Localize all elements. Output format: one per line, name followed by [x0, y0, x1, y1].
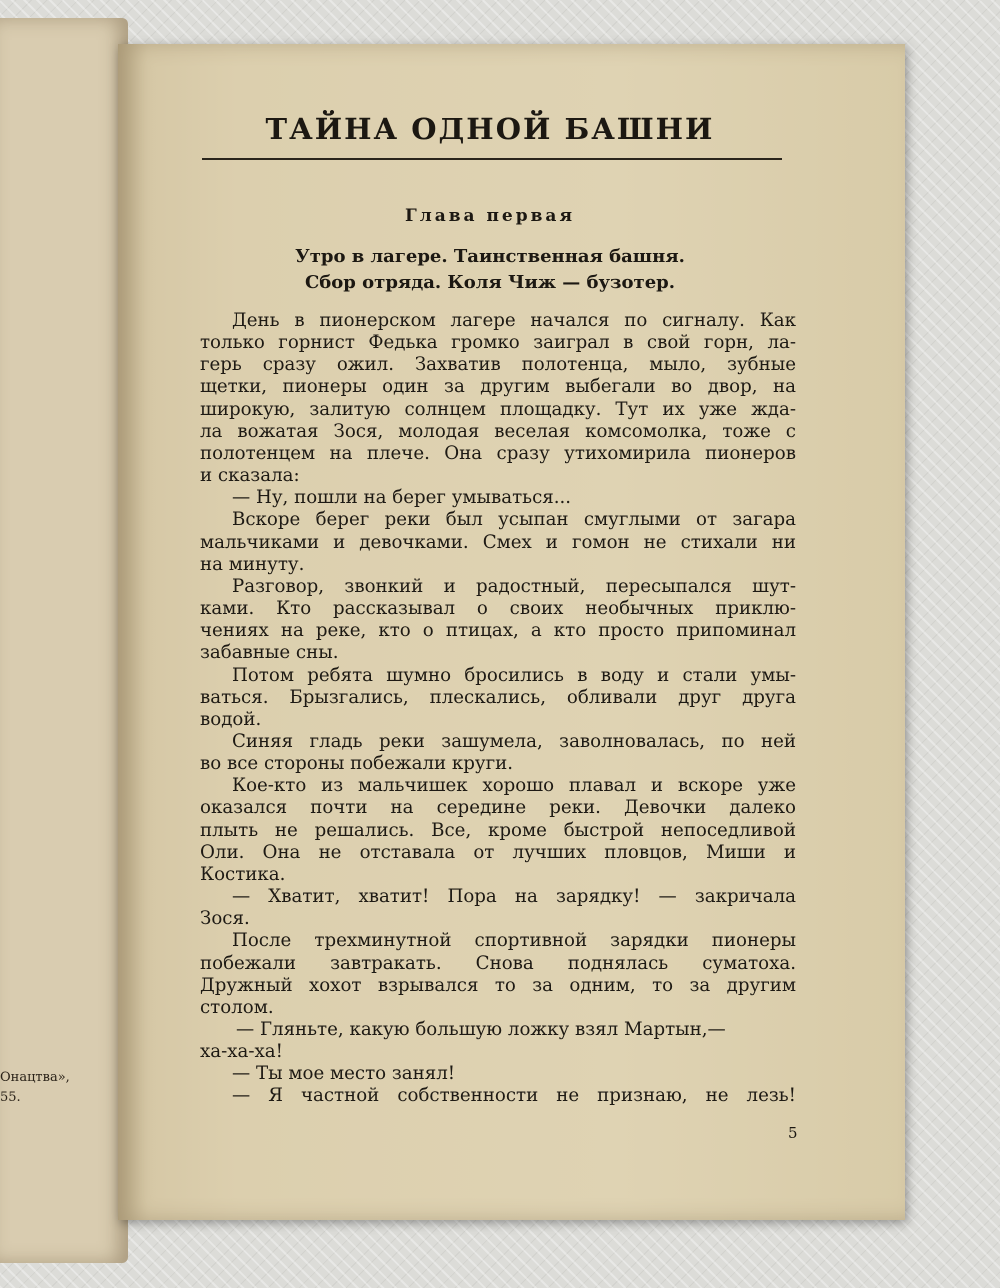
- text-line: столом.: [200, 996, 274, 1018]
- text-line: ваться. Брызгались, плескались, обливали друг друга: [200, 686, 796, 708]
- text-line: щетки, пионеры один за другим выбегали во двор, на: [200, 376, 796, 398]
- text-line: на минуту.: [200, 553, 305, 575]
- text-line: Зося.: [200, 908, 250, 930]
- text-line: широкую, залитую солнцем площадку. Тут их уже жда-: [200, 398, 796, 420]
- text-line: После трехминутной спортивной зарядки пионеры: [232, 930, 796, 952]
- chapter-subtitle: Сбор отряда. Коля Чиж — бузотер.: [304, 272, 676, 293]
- chapter-subtitle: Утро в лагере. Таинственная башня.: [295, 246, 685, 267]
- text-line: — Ты мое место занял!: [232, 1063, 456, 1085]
- text-line: только горнист Федька громко заиграл в свой горн, ла-: [200, 332, 796, 354]
- title-rule: [202, 158, 782, 160]
- text-line: Потом ребята шумно бросились в воду и стали умы-: [232, 664, 796, 686]
- text-line: и сказала:: [200, 465, 300, 487]
- left-page-fragment: 55.: [0, 1090, 21, 1105]
- text-line: мальчиками и девочками. Смех и гомон не стихали ни: [200, 531, 796, 553]
- body-text: [200, 310, 796, 1108]
- left-page-fragment: Онацтва»,: [0, 1070, 70, 1085]
- text-line: ками. Кто рассказывал о своих необычных приклю-: [200, 598, 796, 620]
- text-line: — Ну, пошли на берег умываться...: [232, 487, 572, 509]
- text-line: День в пионерском лагере начался по сигналу. Как: [232, 310, 796, 331]
- text-line: во все стороны побежали круги.: [200, 753, 514, 775]
- text-line: ха-ха-ха!: [200, 1041, 283, 1063]
- chapter-heading: Глава первая: [404, 206, 576, 226]
- text-line: Кое-кто из мальчишек хорошо плавал и вскоре уже: [232, 775, 796, 797]
- text-line: ла вожатая Зося, молодая веселая комсомолка, тоже с: [200, 420, 796, 442]
- text-line: побежали завтракать. Снова поднялась суматоха.: [200, 952, 796, 974]
- text-line: — Хватит, хватит! Пора на зарядку! — закричала: [232, 886, 796, 908]
- text-line: Разговор, звонкий и радостный, пересыпался шут-: [232, 575, 796, 597]
- text-line: Костика.: [200, 863, 286, 885]
- text-line: — Гляньте, какую большую ложку взял Мартын,—: [236, 1019, 726, 1040]
- text-line: оказался почти на середине реки. Девочки далеко: [200, 797, 796, 819]
- text-line: полотенцем на плече. Она сразу утихомирила пионеров: [200, 442, 796, 464]
- text-line: Синяя гладь реки зашумела, заволновалась, по ней: [232, 730, 796, 752]
- text-line: Дружный хохот взрывался то за одним, то за другим: [200, 974, 796, 996]
- text-line: плыть не решались. Все, кроме быстрой непоседливой: [200, 819, 796, 841]
- text-line: забавные сны.: [200, 642, 339, 664]
- text-line: Вскоре берег реки был усыпан смуглыми от загара: [232, 509, 796, 531]
- text-line: водой.: [200, 708, 262, 730]
- text-line: чениях на реке, кто о птицах, а кто просто припоминал: [200, 620, 796, 642]
- text-line: Оли. Она не отставала от лучших пловцов, Миши и: [200, 841, 796, 863]
- left-page: [0, 18, 128, 1263]
- text-line: герь сразу ожил. Захватив полотенца, мыло, зубные: [200, 354, 796, 376]
- text-line: — Я частной собственности не признаю, не лезь!: [232, 1085, 796, 1107]
- page-title: ТАЙНА ОДНОЙ БАШНИ: [265, 112, 715, 146]
- page-number: 5: [788, 1124, 798, 1142]
